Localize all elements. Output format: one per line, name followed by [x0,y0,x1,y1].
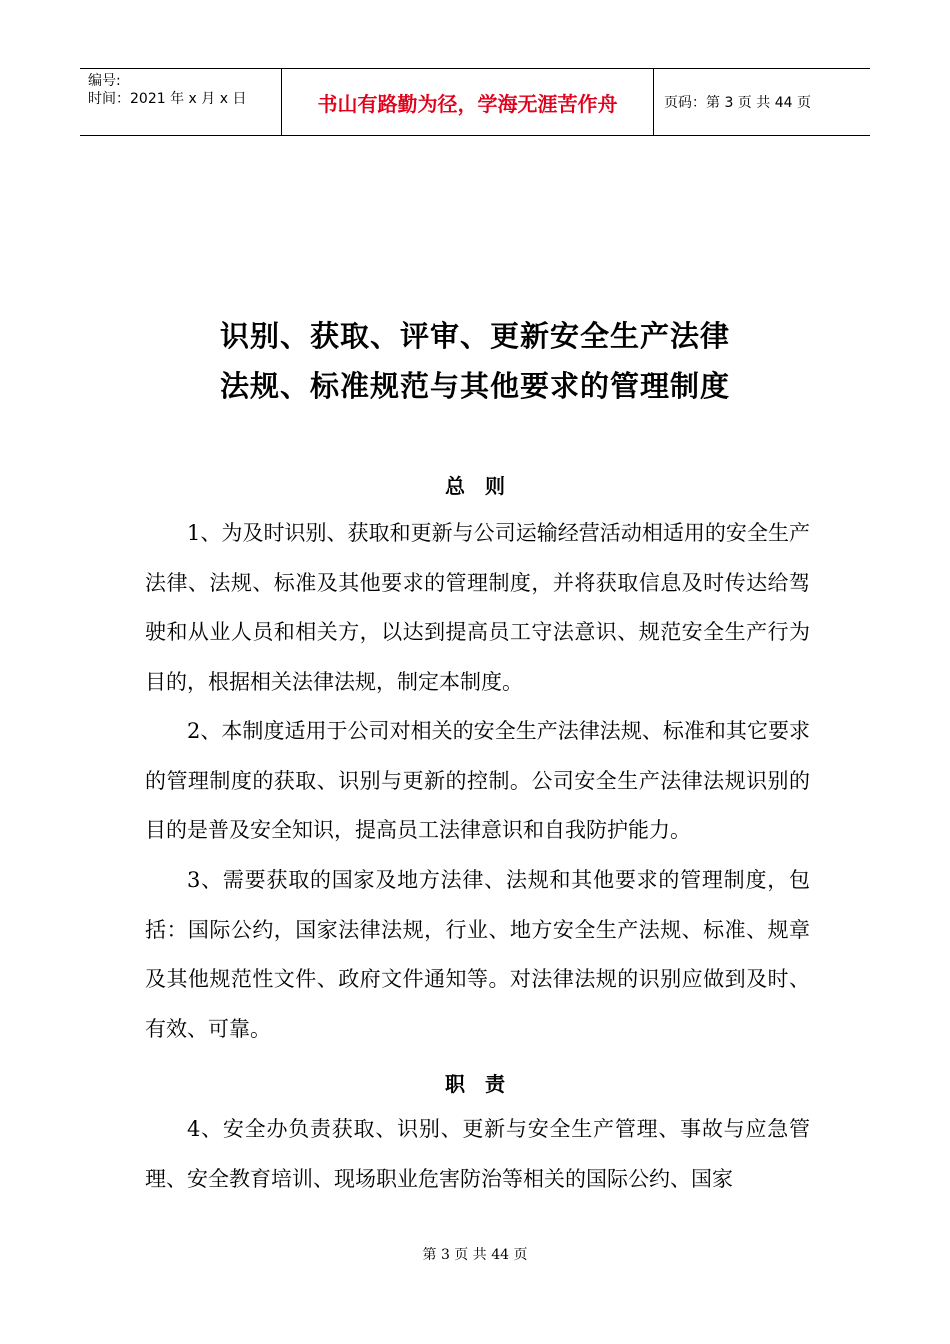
document-time-label: 时间：2021 年 x 月 x 日 [88,91,247,107]
header-motto: 书山有路勤为径，学海无涯苦作舟 [282,69,654,135]
header-page-info: 页码：第 3 页 共 44 页 [664,95,811,111]
document-title-line2: 法规、标准规范与其他要求的管理制度 [219,369,730,403]
paragraph-2: 2、本制度适用于公司对相关的安全生产法律法规、标准和其它要求的管理制度的获取、识别与更新的控制。公司安全生产法律法规识别的目的是普及安全知识，提高员工法律意识和自我防护能力。 [145,719,810,842]
document-number-label: 编号: [88,73,121,89]
paragraph-4: 4、安全办负责获取、识别、更新与安全生产管理、事故与应急管理、安全教育培训、现场职业危害防治等相关的国际公约、国家 [145,1117,810,1191]
page-header [80,68,870,136]
page-footer: 第 3 页 共 44 页 [422,1247,528,1263]
section-heading-general: 总则 [445,474,525,498]
paragraph-1: 1、为及时识别、获取和更新与公司运输经营活动相适用的安全生产法律、法规、标准及其他要求的管理制度，并将获取信息及时传达给驾驶和从业人员和相关方，以达到提高员工守法意识、规范安全生产行为目的，根据相关法律法规，制定本制度。 [145,521,810,694]
document-title-line1: 识别、获取、评审、更新安全生产法律 [219,319,730,353]
section-heading-duties: 职责 [445,1072,525,1096]
header-meta [80,69,282,135]
paragraph-3: 3、需要获取的国家及地方法律、法规和其他要求的管理制度，包括：国际公约，国家法律法规，行业、地方安全生产法规、标准、规章及其他规范性文件、政府文件通知等。对法律法规的识别应做到及时、有效、可靠。 [145,868,810,1041]
